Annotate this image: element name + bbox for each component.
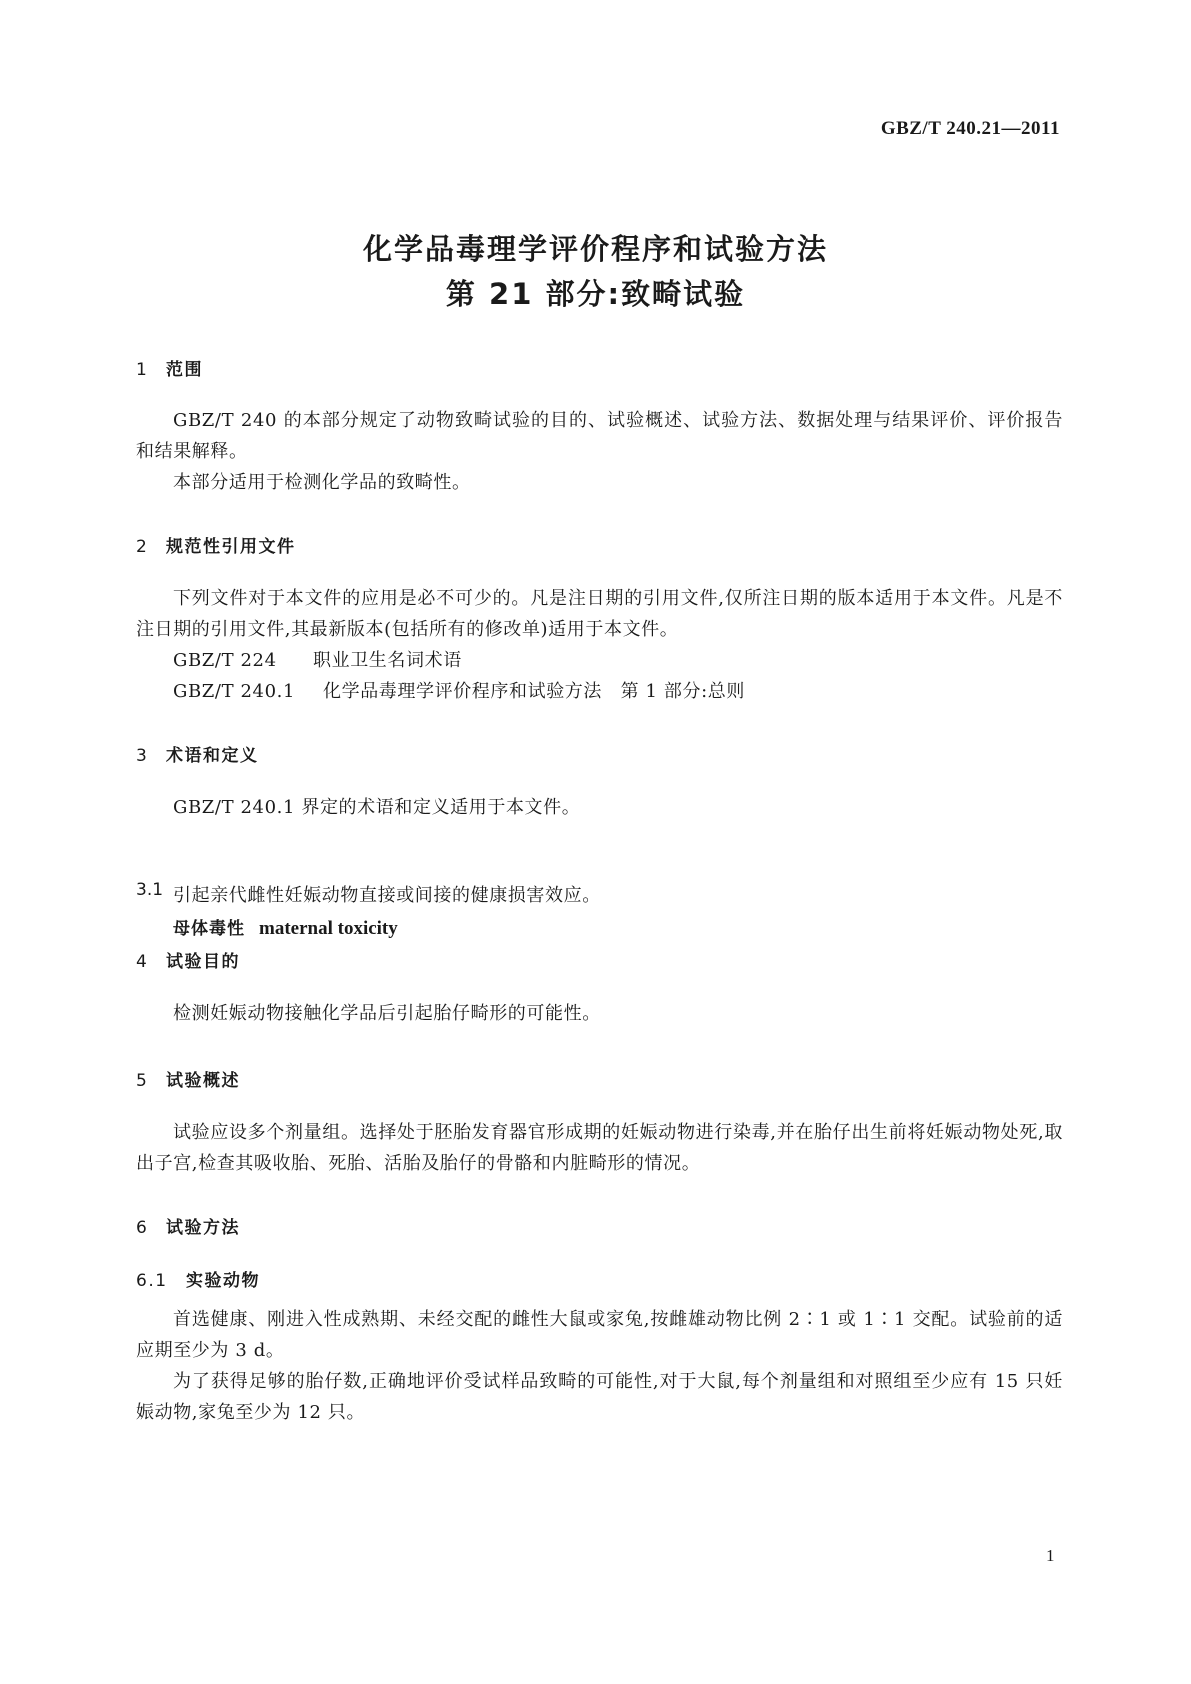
section-heading-overview [136, 1066, 240, 1091]
subsection-number: 6.1 [136, 1271, 168, 1291]
section-number: 4 [136, 952, 149, 972]
document-title: 化学品毒理学评价程序和试验方法 [362, 232, 828, 266]
scope-paragraph-2: 本部分适用于检测化学品的致畸性。 [173, 472, 471, 493]
section-title: 试验方法 [166, 1218, 240, 1238]
overview-paragraph: 试验应设多个剂量组。选择处于胚胎发育器官形成期的妊娠动物进行染毒,并在胎仔出生前将妊娠动物处死,取出子宫,检查其吸收胎、死胎、活胎及胎仔的骨骼和内脏畸形的情况。 [136, 1122, 1063, 1174]
term-chinese: 母体毒性 [173, 919, 245, 939]
section-number: 6 [136, 1218, 149, 1238]
animals-paragraph-2: 为了获得足够的胎仔数,正确地评价受试样品致畸的可能性,对于大鼠,每个剂量组和对照组至少应有 15 只妊娠动物,家兔至少为 12 只。 [136, 1371, 1063, 1423]
reference-code: GBZ/T 240.1 [173, 681, 296, 702]
section-number: 5 [136, 1071, 149, 1091]
section-title: 试验目的 [166, 952, 240, 972]
standard-code: GBZ/T 240.21—2011 [880, 118, 1060, 139]
subsection-title: 实验动物 [186, 1271, 260, 1291]
section-number: 1 [136, 360, 149, 380]
reference-title: 化学品毒理学评价程序和试验方法 第 1 部分:总则 [323, 681, 745, 702]
section-heading-purpose [136, 947, 240, 972]
page-number: 1 [1046, 1546, 1055, 1565]
purpose-paragraph: 检测妊娠动物接触化学品后引起胎仔畸形的可能性。 [173, 1003, 601, 1024]
reference-item [136, 645, 1063, 676]
animals-paragraph-1: 首选健康、刚进入性成熟期、未经交配的雌性大鼠或家兔,按雌雄动物比例 2∶1 或 1∶1 交配。试验前的适应期至少为 3 d。 [136, 1309, 1063, 1361]
term-english: maternal toxicity [259, 918, 398, 939]
reference-code: GBZ/T 224 [173, 650, 277, 671]
section-heading-methods [136, 1213, 240, 1238]
section-heading-terms [136, 741, 259, 766]
term-number: 3.1 [136, 880, 164, 900]
terms-paragraph: GBZ/T 240.1 界定的术语和定义适用于本文件。 [173, 797, 581, 818]
section-title: 术语和定义 [166, 746, 259, 766]
section-heading-scope [136, 355, 203, 380]
reference-title: 职业卫生名词术语 [313, 650, 462, 671]
scope-paragraph-1: GBZ/T 240 的本部分规定了动物致畸试验的目的、试验概述、试验方法、数据处理与结果评价、评价报告和结果解释。 [136, 410, 1063, 462]
section-number: 2 [136, 537, 149, 557]
section-title: 范围 [166, 360, 203, 380]
section-number: 3 [136, 746, 149, 766]
reference-item [136, 676, 1063, 707]
term-entry [173, 914, 398, 940]
section-title: 试验概述 [166, 1071, 240, 1091]
document-subtitle: 第 21 部分:致畸试验 [445, 277, 746, 311]
term-definition: 引起亲代雌性妊娠动物直接或间接的健康损害效应。 [173, 885, 601, 906]
section-heading-normative-references [136, 532, 296, 557]
references-paragraph: 下列文件对于本文件的应用是必不可少的。凡是注日期的引用文件,仅所注日期的版本适用于本文件。凡是不注日期的引用文件,其最新版本(包括所有的修改单)适用于本文件。 [136, 588, 1063, 640]
section-title: 规范性引用文件 [166, 537, 296, 557]
subsection-heading-animals [136, 1266, 260, 1291]
